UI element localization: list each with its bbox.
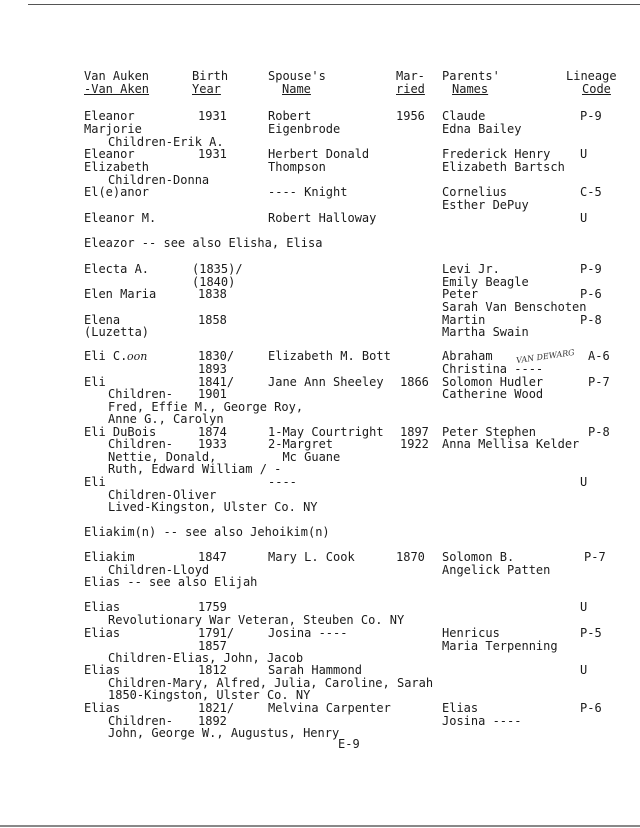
cross-reference [0,237,640,250]
parents-names: Frederick Henry [442,147,551,161]
note-text: Children-Lloyd [108,563,210,577]
header-name-2: -Van Aken [84,82,150,96]
person-name: Marjorie [84,122,142,136]
married-year: 1870 [396,550,425,564]
married-year: 1956 [396,109,425,123]
birth-year: 1830/ [198,349,235,363]
parents-names: Claude [442,109,486,123]
entry-line [0,727,640,740]
spouse-name: 2-Margret [268,437,334,451]
birth-year: (1835)/ [192,262,243,276]
person-name: Elias [84,600,121,614]
parents-names: Anna Mellisa Kelder [442,437,580,451]
parents-names: Henricus [442,626,500,640]
person-name: (Luzetta) [84,325,150,339]
birth-year: 1759 [198,600,227,614]
person-name: Eleanor M. [84,211,157,225]
person-name: Eliakim [84,550,135,564]
header-parents-2: Names [452,82,489,96]
birth-year: 1838 [198,287,227,301]
parents-names: Elizabeth Bartsch [442,160,565,174]
birth-year: 1931 [198,147,227,161]
parents-names: Christina ---- [442,362,544,376]
spouse-name: Robert [268,109,312,123]
spouse-name: 1-May Courtright [268,425,384,439]
handwritten-annotation: VAN DEWARG [515,347,576,366]
note-text: Children- [108,387,174,401]
parents-names: Esther DePuy [442,198,529,212]
entry-line [0,476,640,489]
birth-year: 1874 [198,425,227,439]
header-birth: Birth [192,69,229,83]
header-parents: Parents' [442,69,500,83]
entry-line [0,388,640,401]
note-text: Children-Mary, Alfred, Julia, Caroline, Sarah [108,676,434,690]
person-name: Electa A. [84,262,150,276]
parents-names: Abraham [442,349,493,363]
lineage-code: A-6 [588,349,610,363]
note-text: Children-Elias, John, Jacob [108,651,304,665]
parents-names: Peter Stephen [442,425,536,439]
spouse-name: Elizabeth M. Bott [268,349,391,363]
spouse-name: Melvina Carpenter [268,701,391,715]
lineage-code: P-7 [588,375,610,389]
spouse-name: Jane Ann Sheeley [268,375,384,389]
parents-names: Catherine Wood [442,387,544,401]
entry-line [0,186,640,199]
note-text: 1850-Kingston, Ulster Co. NY [108,688,311,702]
header-spouse: Spouse's [268,69,326,83]
spouse-name: Herbert Donald [268,147,370,161]
note-text: John, George W., Augustus, Henry [108,726,340,740]
person-name: Elen Maria [84,287,157,301]
parents-names: Elias [442,701,479,715]
spouse-name: Sarah Hammond [268,663,362,677]
entry-line [0,501,640,514]
lineage-code: U [580,663,588,677]
note-text: Children- [108,437,174,451]
entry-line [0,702,640,715]
header-name: Van Auken [84,69,150,83]
birth-year: (1840) [192,275,236,289]
parents-names: Martin [442,313,486,327]
top-rule [28,4,640,5]
parents-names: Solomon B. [442,550,515,564]
person-name: Eli DuBois [84,425,157,439]
note-text: Nettie, Donald, [108,450,217,464]
header-married-2: ried [396,82,425,96]
birth-year: 1901 [198,387,227,401]
parents-names: Levi Jr. [442,262,500,276]
married-year: 1866 [400,375,429,389]
person-name: Eleanor [84,147,135,161]
bottom-rule [0,825,640,827]
cross-reference [0,526,640,539]
lineage-code: P-6 [580,701,602,715]
birth-year: 1858 [198,313,227,327]
header-married: Mar- [396,69,425,83]
note-text: Anne G., Carolyn [108,412,224,426]
birth-year: 1791/ [198,626,235,640]
entry-line [0,161,640,174]
spouse-name: Robert Halloway [268,211,377,225]
person-name: Elena [84,313,121,327]
parents-names: Cornelius [442,185,508,199]
person-name: Eli [84,475,106,489]
person-name: Eli [84,375,106,389]
column-header-row-2 [0,83,640,96]
lineage-code: P-6 [580,287,602,301]
parents-names: Angelick Patten [442,563,551,577]
entry-line [0,326,640,339]
birth-year: 1847 [198,550,227,564]
entry-line [0,212,640,225]
note-text: Children-Erik A. [108,135,224,149]
parents-names: Emily Beagle [442,275,529,289]
person-name: Elias [84,701,121,715]
person-name: Elizabeth [84,160,150,174]
note-text: Children-Donna [108,173,210,187]
person-name: Eli C. [84,349,128,363]
header-lineage-2: Code [582,82,611,96]
birth-year: 1812 [198,663,227,677]
lineage-code: C-5 [580,185,602,199]
person-name: Elias [84,626,121,640]
spouse-name: Thompson [268,160,326,174]
birth-year: 1931 [198,109,227,123]
birth-year: 1841/ [198,375,235,389]
spouse-name: ---- Knight [268,185,348,199]
spouse-name: Mary L. Cook [268,550,355,564]
cross-reference [0,576,640,589]
married-year: 1897 [400,425,429,439]
note-text: Fred, Effie M., George Roy, [108,400,304,414]
spouse-name: Josina ---- [268,626,348,640]
person-name: Eleanor [84,109,135,123]
parents-names: Maria Terpenning [442,639,558,653]
page-number: E-9 [338,737,360,751]
spouse-name: ---- [268,475,297,489]
entry-line [0,263,640,276]
note-text: Revolutionary War Veteran, Steuben Co. NY [108,613,405,627]
parents-names: Sarah Van Benschoten [442,300,587,314]
lineage-code: P-8 [580,313,602,327]
entry-line [0,123,640,136]
birth-year: 1821/ [198,701,235,715]
married-year: 1922 [400,437,429,451]
lineage-code: P-8 [588,425,610,439]
lineage-code: U [580,600,588,614]
header-birth-2: Year [192,82,221,96]
lineage-code: P-9 [580,109,602,123]
parents-names: Solomon Hudler [442,375,544,389]
birth-year: 1933 [198,437,227,451]
spouse-name: Eigenbrode [268,122,341,136]
parents-names: Edna Bailey [442,122,522,136]
parents-names: Martha Swain [442,325,529,339]
lineage-code: U [580,211,588,225]
handwritten-correction: oon [127,350,148,363]
note-text: Children- [108,714,174,728]
lineage-code: U [580,475,588,489]
note-text: Children-Oliver [108,488,217,502]
lineage-code: P-9 [580,262,602,276]
header-spouse-2: Name [282,82,311,96]
lineage-code: P-7 [584,550,606,564]
see-also-text: Elias -- see also Elijah [84,575,258,589]
note-text: Ruth, Edward William / - [108,462,282,476]
person-name: El(e)anor [84,185,150,199]
see-also-text: Eleazor -- see also Elisha, Elisa [84,236,323,250]
birth-year: 1893 [198,362,227,376]
birth-year: 1857 [198,639,227,653]
header-lineage: Lineage [566,69,617,83]
lineage-code: P-5 [580,626,602,640]
lineage-code: U [580,147,588,161]
see-also-text: Eliakim(n) -- see also Jehoikim(n) [84,525,330,539]
spouse-name: Mc Guane [268,450,341,464]
birth-year: 1892 [198,714,227,728]
note-text: Lived-Kingston, Ulster Co. NY [108,500,318,514]
person-name: Elias [84,663,121,677]
parents-names: Peter [442,287,479,301]
parents-names: Josina ---- [442,714,522,728]
